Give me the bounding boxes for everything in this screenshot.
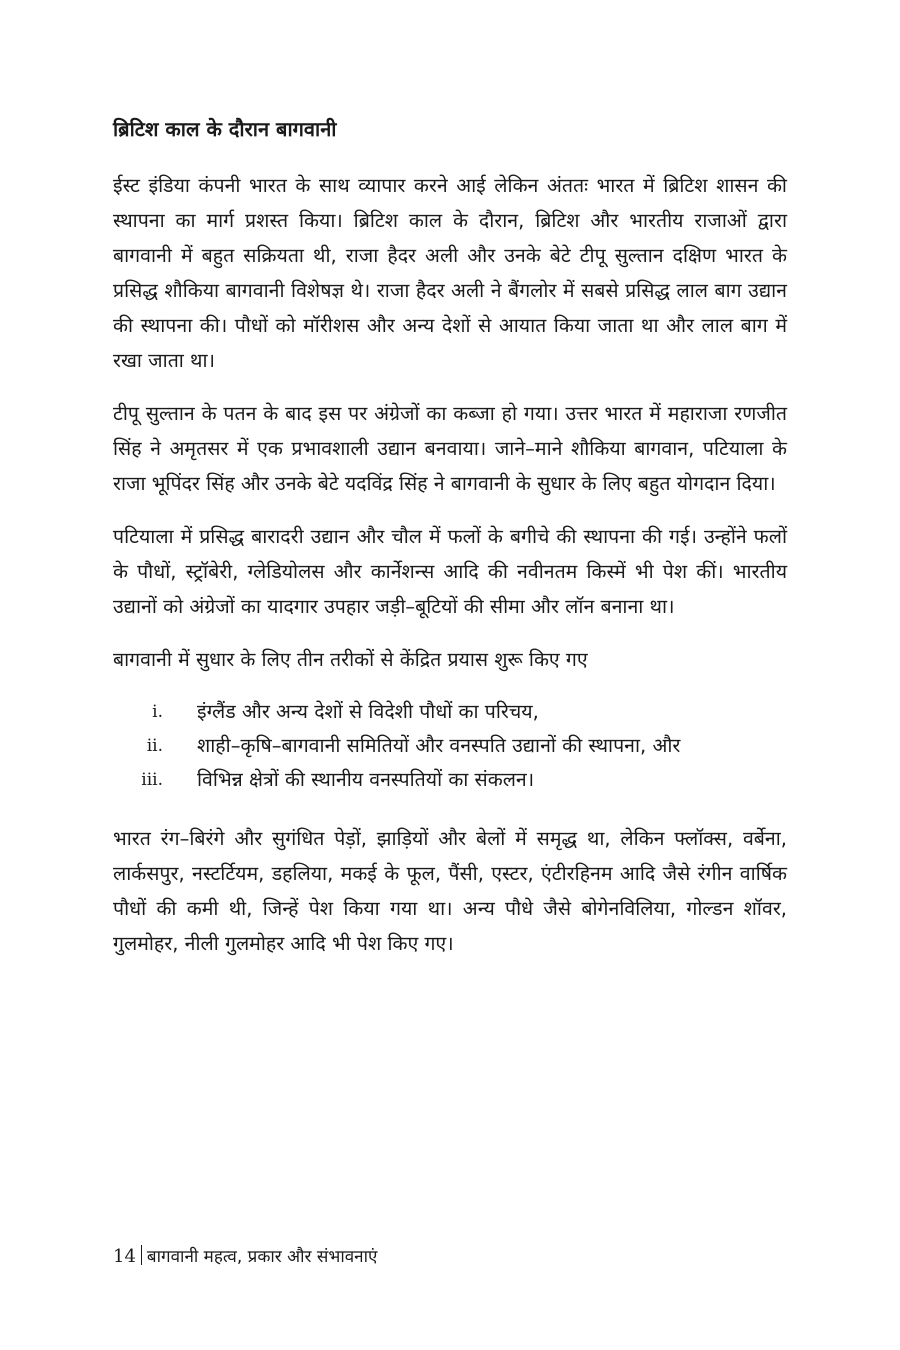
page-body: [113, 112, 787, 979]
page-footer: [113, 1243, 377, 1271]
list-item: [113, 763, 787, 797]
book-title: बागवानी महत्व, प्रकार और संभावनाएं: [146, 1247, 378, 1267]
page-number: 14: [113, 1246, 136, 1267]
list-item-text: विभिन्न क्षेत्रों की स्थानीय वनस्पतियों का संकलन।: [197, 768, 535, 791]
paragraph-tipu-sultan: टीपू सुल्तान के पतन के बाद इस पर अंग्रेजों का कब्जा हो गया। उत्तर भारत में महाराजा रणजीत सिंह ने अमृतसर में एक प्रभावशाली उद्यान बनवाया। जाने–माने शौकिया बागवान, पटियाला के राजा भूपिंदर सिंह और उनके बेटे यदविंद्र सिंह ने बागवानी के सुधार के लिए बहुत योगदान दिया।: [113, 402, 787, 495]
footer-divider: [141, 1245, 142, 1265]
paragraph-plants-introduced: भारत रंग–बिरंगे और सुगंधित पेड़ों, झाड़ियों और बेलों में समृद्ध था, लेकिन फ्लॉक्स, वर्बेना, लार्कसपुर, नस्टर्टियम, डहलिया, मकई के फूल, पैंसी, एस्टर, एंटीरहिनम आदि जैसे रंगीन वार्षिक पौधों की कमी थी, जिन्हें पेश किया गया था। अन्य पौधे जैसे बोगेनविलिया, गोल्डन शॉवर, गुलमोहर, नीली गुलमोहर आदि भी पेश किए गए।: [113, 827, 787, 955]
list-item: [113, 729, 787, 763]
paragraph-east-india-company: ईस्ट इंडिया कंपनी भारत के साथ व्यापार करने आई लेकिन अंततः भारत में ब्रिटिश शासन की स्थापना का मार्ग प्रशस्त किया। ब्रिटिश काल के दौरान, ब्रिटिश और भारतीय राजाओं द्वारा बागवानी में बहुत सक्रियता थी, राजा हैदर अली और उनके बेटे टीपू सुल्तान दक्षिण भारत के प्रसिद्ध शौकिया बागवानी विशेषज्ञ थे। राजा हैदर अली ने बैंगलोर में सबसे प्रसिद्ध लाल बाग उद्यान की स्थापना की। पौधों को मॉरीशस और अन्य देशों से आयात किया जाता था और लाल बाग में रखा जाता था।: [113, 174, 787, 372]
list-item-number: ii.: [146, 736, 163, 756]
section-heading: ब्रिटिश काल के दौरान बागवानी: [113, 117, 337, 141]
list-item-text: इंग्लैंड और अन्य देशों से विदेशी पौधों का परिचय,: [197, 700, 539, 723]
paragraph-patiala-gardens: पटियाला में प्रसिद्ध बारादरी उद्यान और चौल में फलों के बगीचे की स्थापना की गई। उन्होंने फलों के पौधों, स्ट्रॉबेरी, ग्लेडियोलस और कार्नेशन्स आदि की नवीनतम किस्में भी पेश कीं। भारतीय उद्यानों को अंग्रेजों का यादगार उपहार जड़ी–बूटियों की सीमा और लॉन बनाना था।: [113, 525, 787, 618]
list-item-text: शाही–कृषि–बागवानी समितियों और वनस्पति उद्यानों की स्थापना, और: [197, 734, 681, 757]
list-item: [113, 695, 787, 729]
list-item-number: i.: [152, 702, 163, 722]
efforts-list: [113, 695, 787, 797]
list-item-number: iii.: [141, 770, 163, 790]
paragraph-list-intro: बागवानी में सुधार के लिए तीन तरीकों से केंद्रित प्रयास शुरू किए गए: [113, 648, 588, 671]
